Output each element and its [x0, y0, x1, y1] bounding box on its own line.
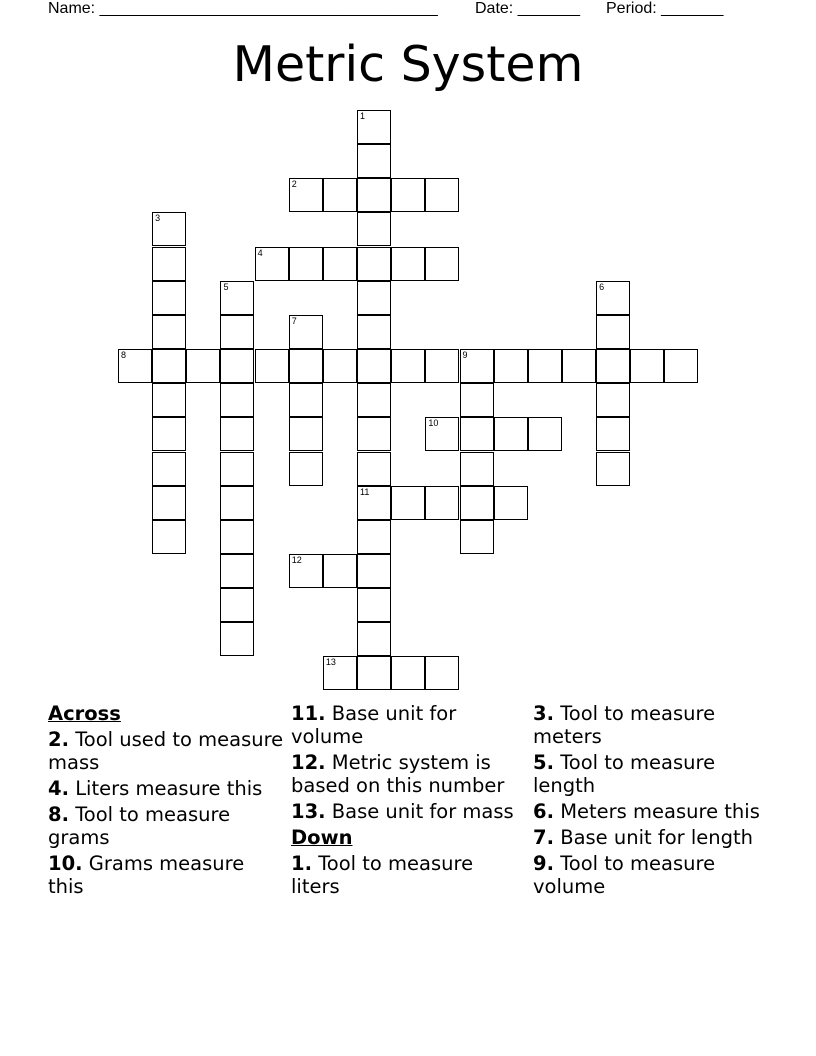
crossword-cell[interactable]: [289, 247, 323, 281]
crossword-cell[interactable]: [460, 349, 494, 383]
clue-text: Base unit for mass: [331, 800, 514, 823]
crossword-cell[interactable]: [152, 212, 186, 246]
crossword-cell[interactable]: [220, 417, 254, 451]
crossword-cell[interactable]: [289, 452, 323, 486]
crossword-cell[interactable]: [357, 110, 391, 144]
cell-number: 9: [462, 350, 468, 361]
cell-number: 5: [223, 281, 229, 292]
clue-text: Tool to measure length: [533, 751, 716, 797]
crossword-cell[interactable]: [220, 588, 254, 622]
crossword-cell[interactable]: [494, 486, 528, 520]
crossword-cell[interactable]: [391, 247, 425, 281]
crossword-cell[interactable]: [460, 520, 494, 554]
crossword-cell[interactable]: [528, 417, 562, 451]
clue-number: 7.: [533, 826, 554, 849]
crossword-cell[interactable]: [425, 486, 459, 520]
clue-down-5: [533, 751, 769, 797]
clue-number: 8.: [48, 803, 69, 826]
crossword-cell[interactable]: [220, 622, 254, 656]
crossword-cell[interactable]: [289, 315, 323, 349]
crossword-cell[interactable]: [289, 383, 323, 417]
crossword-cell[interactable]: [596, 452, 630, 486]
crossword-cell[interactable]: [391, 178, 425, 212]
cell-number: 2: [291, 179, 297, 190]
clue-across-2: [48, 728, 284, 774]
crossword-cell[interactable]: [494, 349, 528, 383]
crossword-cell[interactable]: [357, 212, 391, 246]
clue-number: 11.: [291, 702, 326, 725]
cell-number: 1: [360, 111, 366, 121]
date-field[interactable]: Date: _______: [475, 0, 580, 17]
clue-down-6: [533, 800, 769, 823]
clue-number: 6.: [533, 800, 554, 823]
crossword-cell[interactable]: [596, 349, 630, 383]
clue-text: Liters measure this: [75, 777, 263, 800]
clue-column-3: [533, 702, 769, 901]
crossword-cell[interactable]: [152, 315, 186, 349]
crossword-cell[interactable]: [425, 417, 459, 451]
crossword-cell[interactable]: [152, 349, 186, 383]
crossword-cell[interactable]: [357, 315, 391, 349]
crossword-cell[interactable]: [391, 486, 425, 520]
clue-text: Tool to measure volume: [533, 852, 716, 898]
crossword-cell[interactable]: [664, 349, 698, 383]
crossword-cell[interactable]: [357, 144, 391, 178]
across-heading: Across: [48, 702, 121, 725]
crossword-cell[interactable]: [289, 554, 323, 588]
crossword-cell[interactable]: [357, 178, 391, 212]
clue-number: 12.: [291, 751, 326, 774]
crossword-cell[interactable]: [460, 417, 494, 451]
cell-number: 11: [360, 486, 370, 497]
cell-number: 3: [155, 213, 161, 224]
clue-text: Base unit for length: [560, 826, 754, 849]
crossword-cell[interactable]: [494, 417, 528, 451]
crossword-cell[interactable]: [152, 247, 186, 281]
crossword-cell[interactable]: [357, 383, 391, 417]
cell-number: 6: [599, 281, 605, 292]
crossword-cell[interactable]: [357, 588, 391, 622]
crossword-cell[interactable]: [596, 281, 630, 315]
crossword-cell[interactable]: [357, 417, 391, 451]
crossword-cell[interactable]: [425, 656, 459, 690]
name-field[interactable]: Name: ______________________________________: [48, 0, 438, 17]
crossword-cell[interactable]: [357, 452, 391, 486]
crossword-cell[interactable]: [323, 656, 357, 690]
clue-text: Meters measure this: [560, 800, 760, 823]
crossword-cell[interactable]: [460, 486, 494, 520]
clue-across-12: [291, 751, 527, 797]
clue-down-3: [533, 702, 769, 748]
crossword-cell[interactable]: [255, 349, 289, 383]
crossword-cell[interactable]: [562, 349, 596, 383]
clue-across-13: [291, 800, 527, 823]
cell-number: 4: [257, 247, 263, 258]
cell-number: 7: [291, 315, 297, 326]
crossword-cell[interactable]: [118, 349, 152, 383]
crossword-cell[interactable]: [152, 383, 186, 417]
clue-column-2: [291, 702, 527, 901]
crossword-cell[interactable]: [323, 247, 357, 281]
crossword-cell[interactable]: [357, 486, 391, 520]
crossword-cell[interactable]: [391, 656, 425, 690]
crossword-cell[interactable]: [357, 520, 391, 554]
crossword-cell[interactable]: [220, 349, 254, 383]
clue-text: Grams measure this: [48, 852, 245, 898]
crossword-cell[interactable]: [152, 520, 186, 554]
clue-number: 3.: [533, 702, 554, 725]
clue-text: Tool to measure liters: [291, 852, 474, 898]
clue-across-10: [48, 852, 284, 898]
crossword-cell[interactable]: [357, 554, 391, 588]
crossword-cell[interactable]: [357, 281, 391, 315]
clue-number: 2.: [48, 728, 69, 751]
clue-across-8: [48, 803, 284, 849]
clue-down-1: [291, 852, 527, 898]
crossword-cell[interactable]: [323, 349, 357, 383]
clue-number: 9.: [533, 852, 554, 875]
crossword-cell[interactable]: [220, 520, 254, 554]
clue-text: Base unit for volume: [291, 702, 457, 748]
crossword-cell[interactable]: [220, 486, 254, 520]
crossword-cell[interactable]: [323, 178, 357, 212]
clue-number: 10.: [48, 852, 83, 875]
period-field[interactable]: Period: _______: [606, 0, 724, 17]
clue-number: 13.: [291, 800, 326, 823]
crossword-cell[interactable]: [460, 452, 494, 486]
crossword-cell[interactable]: [425, 247, 459, 281]
crossword-cell[interactable]: [255, 247, 289, 281]
crossword-cell[interactable]: [220, 383, 254, 417]
crossword-cell[interactable]: [186, 349, 220, 383]
cell-number: 8: [121, 350, 127, 361]
cell-number: 10: [428, 418, 439, 429]
crossword-cell[interactable]: [596, 315, 630, 349]
cell-number: 12: [291, 554, 302, 565]
crossword-cell[interactable]: [460, 383, 494, 417]
crossword-cell[interactable]: [289, 349, 323, 383]
crossword-cell[interactable]: [425, 349, 459, 383]
clue-text: Tool to measure grams: [48, 803, 231, 849]
crossword-cell[interactable]: [152, 417, 186, 451]
crossword-cell[interactable]: [425, 178, 459, 212]
crossword-cell[interactable]: [357, 349, 391, 383]
crossword-cell[interactable]: [220, 554, 254, 588]
clue-across-11: [291, 702, 527, 748]
crossword-cell[interactable]: [289, 417, 323, 451]
clue-number: 5.: [533, 751, 554, 774]
clue-text: Tool to measure meters: [533, 702, 716, 748]
crossword-cell[interactable]: [220, 315, 254, 349]
crossword-cell[interactable]: [220, 452, 254, 486]
crossword-cell[interactable]: [357, 622, 391, 656]
crossword-cell[interactable]: [357, 656, 391, 690]
crossword-cell[interactable]: [220, 281, 254, 315]
clue-down-7: [533, 826, 769, 849]
clue-across-4: [48, 777, 284, 800]
crossword-cell[interactable]: [391, 349, 425, 383]
crossword-cell[interactable]: [152, 486, 186, 520]
puzzle-title: Metric System: [232, 36, 584, 93]
crossword-cell[interactable]: [152, 281, 186, 315]
cell-number: 13: [325, 657, 336, 668]
crossword-cell[interactable]: [630, 349, 664, 383]
clue-number: 4.: [48, 777, 69, 800]
crossword-cell[interactable]: [152, 452, 186, 486]
down-heading: Down: [291, 826, 353, 849]
clue-down-9: [533, 852, 769, 898]
clue-text: Metric system is based on this number: [291, 751, 505, 797]
crossword-cell[interactable]: [596, 417, 630, 451]
crossword-cell[interactable]: [289, 178, 323, 212]
clue-column-1: [48, 702, 284, 901]
crossword-cell[interactable]: [596, 383, 630, 417]
crossword-cell[interactable]: [357, 247, 391, 281]
crossword-cell[interactable]: [323, 554, 357, 588]
clue-number: 1.: [291, 852, 312, 875]
crossword-cell[interactable]: [528, 349, 562, 383]
clue-text: Tool used to measure mass: [48, 728, 284, 774]
